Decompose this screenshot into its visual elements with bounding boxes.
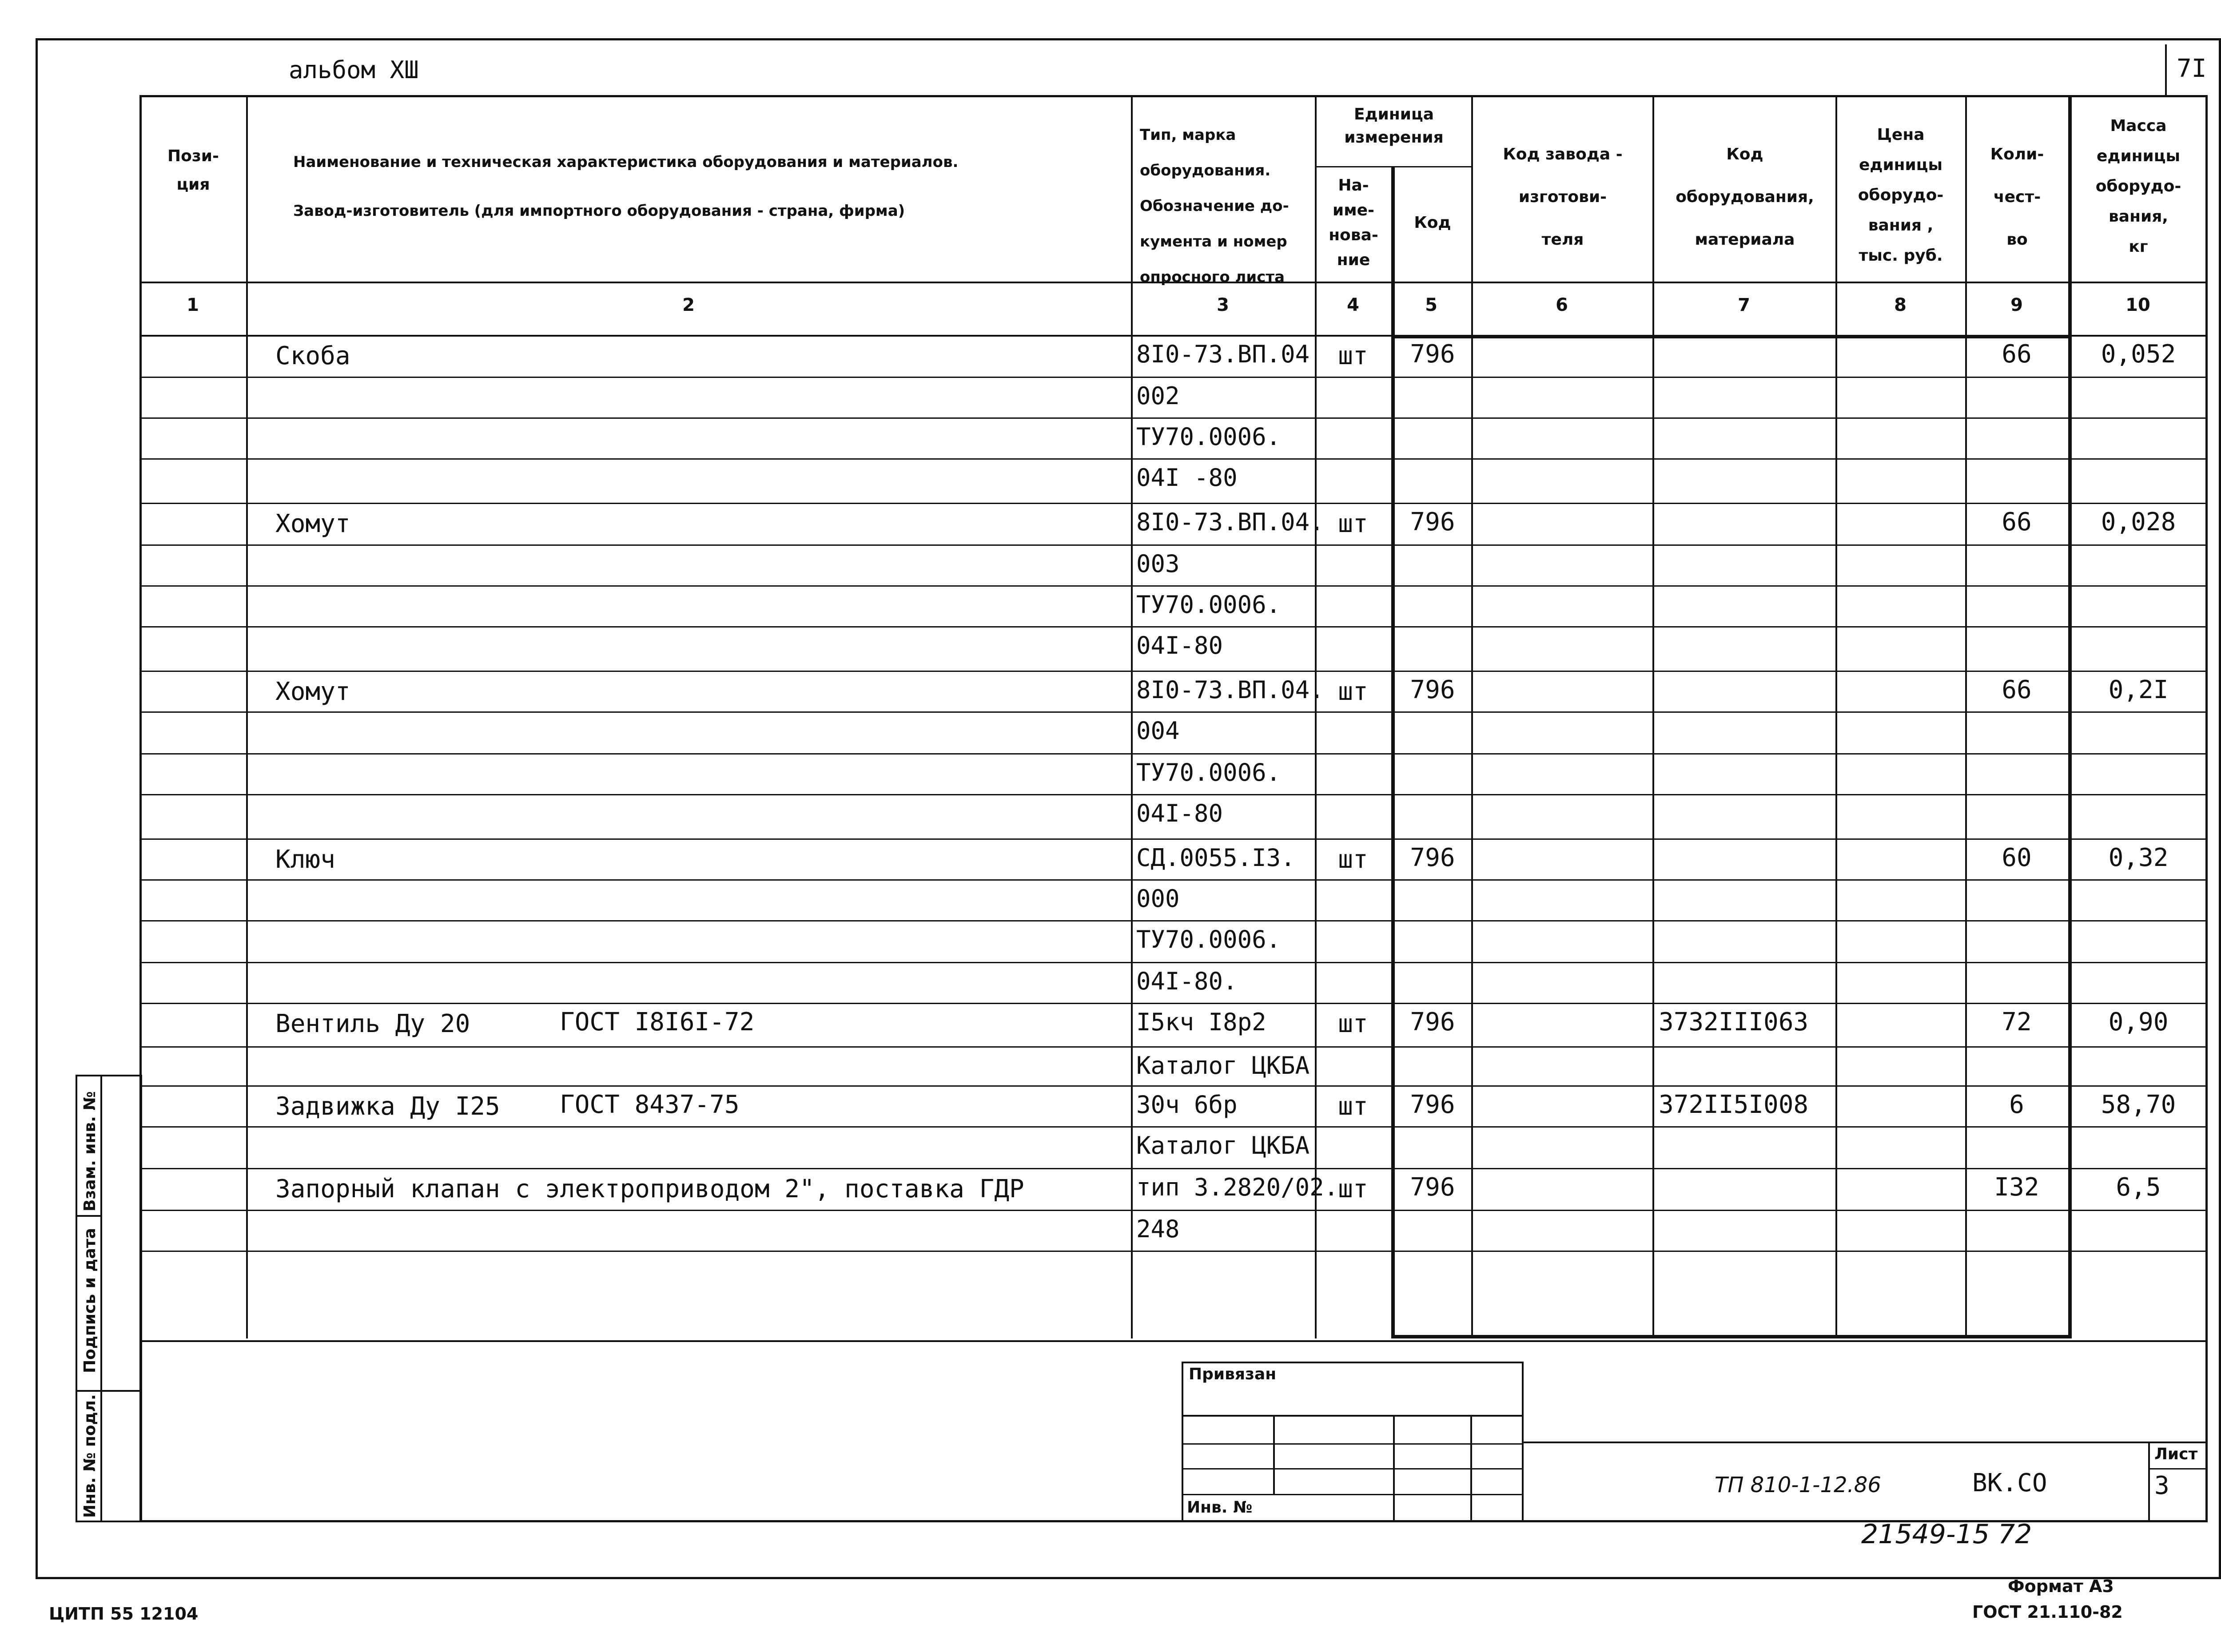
item-mass: 0,2I [2108,675,2169,704]
stamp-privyazan: Привязан [1189,1365,1277,1383]
item-type: 000 [1136,885,1180,913]
doc-mark: ВК.СО [1972,1469,2047,1497]
item-mass: 0,32 [2108,843,2169,872]
item-type: 04I-80. [1136,967,1238,995]
col-line-4 [1391,166,1395,1338]
stamp-line-3 [1182,1468,1524,1469]
col-line-9 [2068,95,2072,1338]
item-qty: 72 [2002,1008,2032,1036]
header-col6: Код завода - изготови- теля [1503,145,1623,249]
header-col5: Код [1414,214,1451,232]
stamp-line-1 [1182,1415,1524,1417]
item-mass: 0,028 [2101,508,2176,536]
item-qty: 60 [2002,843,2032,872]
item-type: ТУ70.0006. [1136,758,1281,786]
row-line [139,753,2208,755]
colnum-3: 3 [1217,295,1229,315]
item-type: 04I-80 [1136,631,1223,659]
item-gost: ГОСТ I8I6I-72 [560,1008,755,1036]
row-line [139,377,2208,378]
body-bottom [139,1340,2208,1342]
item-qty: 66 [2002,508,2032,536]
item-type: Каталог ЦКБА [1136,1132,1310,1160]
item-type: I5кч I8р2 [1136,1008,1266,1036]
item-name: Задвижка Ду I25 [275,1092,500,1121]
row-line [139,1046,2208,1048]
stamp-line-2 [1182,1443,1524,1445]
item-name: Хомут [275,509,350,538]
item-type: 30ч 6бр [1136,1091,1238,1119]
item-type: ТУ70.0006. [1136,591,1281,619]
item-unit: шт [1338,677,1368,706]
handwritten-number: 21549-15 72 [1861,1519,2032,1550]
colnum-5: 5 [1425,295,1437,315]
item-mass: 0,052 [2101,340,2176,369]
side-label-vzam: Взам. инв. № [81,1091,99,1211]
item-qty: 66 [2002,675,2032,704]
col-line-2 [1131,95,1133,1338]
item-mass: 6,5 [2116,1173,2161,1202]
item-mass: 58,70 [2101,1090,2176,1119]
item-gost: ГОСТ 8437-75 [560,1090,740,1119]
list-label: Лист [2154,1445,2198,1463]
item-qty: 6 [2009,1090,2024,1119]
item-type: 8I0-73.ВП.04. [1136,676,1324,704]
row-line [139,1126,2208,1128]
row-line [139,671,2208,672]
item-code: 796 [1410,675,1455,704]
body-top-thick [1391,335,2072,338]
item-type: 003 [1136,550,1180,578]
stamp-inv: Инв. № [1187,1498,1253,1517]
row-line [139,1168,2208,1169]
colnum-4: 4 [1347,295,1359,315]
header-col2: Наименование и техническая характеристика оборудования и материалов. Завод-изготовитель (для импортного оборудования - страна, фирма) [293,153,959,220]
footer-format: Формат А3 [2008,1577,2114,1596]
item-unit: шт [1338,1092,1368,1121]
item-code: 796 [1410,843,1455,872]
item-qty: 66 [2002,340,2032,369]
row-line [139,544,2208,546]
colnum-6: 6 [1556,295,1568,315]
colnum-2: 2 [682,295,695,315]
row-line [139,503,2208,504]
col-line-1 [246,95,248,1338]
colnum-8: 8 [1894,295,1907,315]
header-unit-group: Единица измерения [1344,105,1444,147]
item-unit: шт [1338,1009,1368,1038]
header-col1: Пози- ция [167,147,219,194]
row-line [139,920,2208,921]
item-type: 04I -80 [1136,464,1238,492]
side-strip-line-2 [76,1390,142,1392]
item-type: 04I-80 [1136,799,1223,827]
title-block-top [1524,1442,2208,1443]
header-col9: Коли- чест- во [1990,145,2044,249]
row-line [139,458,2208,460]
item-type: 8I0-73.ВП.04 [1136,340,1310,368]
item-unit: шт [1338,845,1368,874]
item-mass: 0,90 [2108,1008,2169,1036]
footer-left: ЦИТП 55 12104 [49,1604,199,1624]
item-name: Хомут [275,677,350,706]
item-unit: шт [1338,342,1368,370]
col-line-6 [1652,95,1654,1338]
item-type: 248 [1136,1215,1180,1243]
colnum-9: 9 [2010,295,2023,315]
col-line-3 [1315,95,1317,1338]
page-number: 7I [2177,54,2207,83]
side-label-inv: Инв. № подл. [81,1394,99,1518]
item-qty: I32 [1994,1173,2039,1202]
item-code: 796 [1410,508,1455,536]
header-col3: Тип, марка оборудования. Обозначение до- кумента и номер опросного листа [1140,126,1289,286]
stamp-vline-2 [1393,1415,1395,1522]
col-line-8 [1965,95,1967,1338]
col-line-7 [1835,95,1837,1338]
header-col10: Масса единицы оборудо- вания, кг [2095,117,2181,256]
item-unit: шт [1338,509,1368,538]
album-label: альбом ХШ [289,56,419,84]
item-type: Каталог ЦКБА [1136,1052,1310,1080]
row-line [139,626,2208,627]
footer-gost: ГОСТ 21.110-82 [1972,1602,2123,1622]
row-line [139,417,2208,419]
side-strip-divider [100,1075,102,1522]
doc-code: ТП 810-1-12.86 [1715,1473,1881,1497]
row-line [139,1251,2208,1252]
item-equip-code: 372II5I008 [1659,1090,1809,1119]
row-line [139,962,2208,963]
stamp-line-4 [1182,1494,1524,1495]
row-line [139,585,2208,587]
item-code: 796 [1410,1008,1455,1036]
colnum-7: 7 [1738,295,1750,315]
item-code: 796 [1410,1173,1455,1202]
item-type: 004 [1136,717,1180,745]
header-col8: Цена единицы оборудо- вания , тыс. руб. [1858,126,1944,265]
item-code: 796 [1410,1090,1455,1119]
item-type: тип 3.2820/02. [1136,1173,1339,1201]
item-name: Ключ [275,845,335,874]
colnum-1: 1 [187,295,199,315]
stamp-vline-1 [1273,1415,1275,1495]
item-type: ТУ70.0006. [1136,925,1281,953]
row-line [139,1210,2208,1211]
list-divider [2148,1442,2150,1522]
side-label-podpis: Подпись и дата [81,1228,99,1373]
item-code: 796 [1410,340,1455,369]
colnum-10: 10 [2125,295,2150,315]
row-line [139,1003,2208,1004]
item-type: СД.0055.I3. [1136,844,1295,872]
item-type: 002 [1136,382,1180,410]
item-name: Скоба [275,342,350,370]
row-line [139,838,2208,840]
item-name: Вентиль Ду 20 [275,1009,470,1038]
header-col7: Код оборудования, материала [1676,145,1814,249]
stamp-vline-3 [1470,1415,1472,1522]
item-unit: шт [1338,1175,1368,1203]
body-bottom-thick [1391,1335,2072,1338]
list-number: 3 [2154,1471,2169,1500]
row-line [139,794,2208,795]
col-line-5 [1471,95,1473,1338]
row-line [139,711,2208,713]
header-col4: На- име- нова- ние [1329,176,1378,269]
side-strip-line-1 [76,1215,102,1217]
row-line [139,1085,2208,1087]
item-equip-code: 3732III063 [1659,1008,1809,1036]
item-type: 8I0-73.ВП.04. [1136,508,1324,536]
row-line [139,879,2208,881]
item-name: Запорный клапан с электроприводом 2", поставка ГДР [275,1175,1024,1203]
item-type: ТУ70.0006. [1136,423,1281,451]
list-label-line [2148,1468,2208,1469]
page-number-divider [2165,44,2167,97]
